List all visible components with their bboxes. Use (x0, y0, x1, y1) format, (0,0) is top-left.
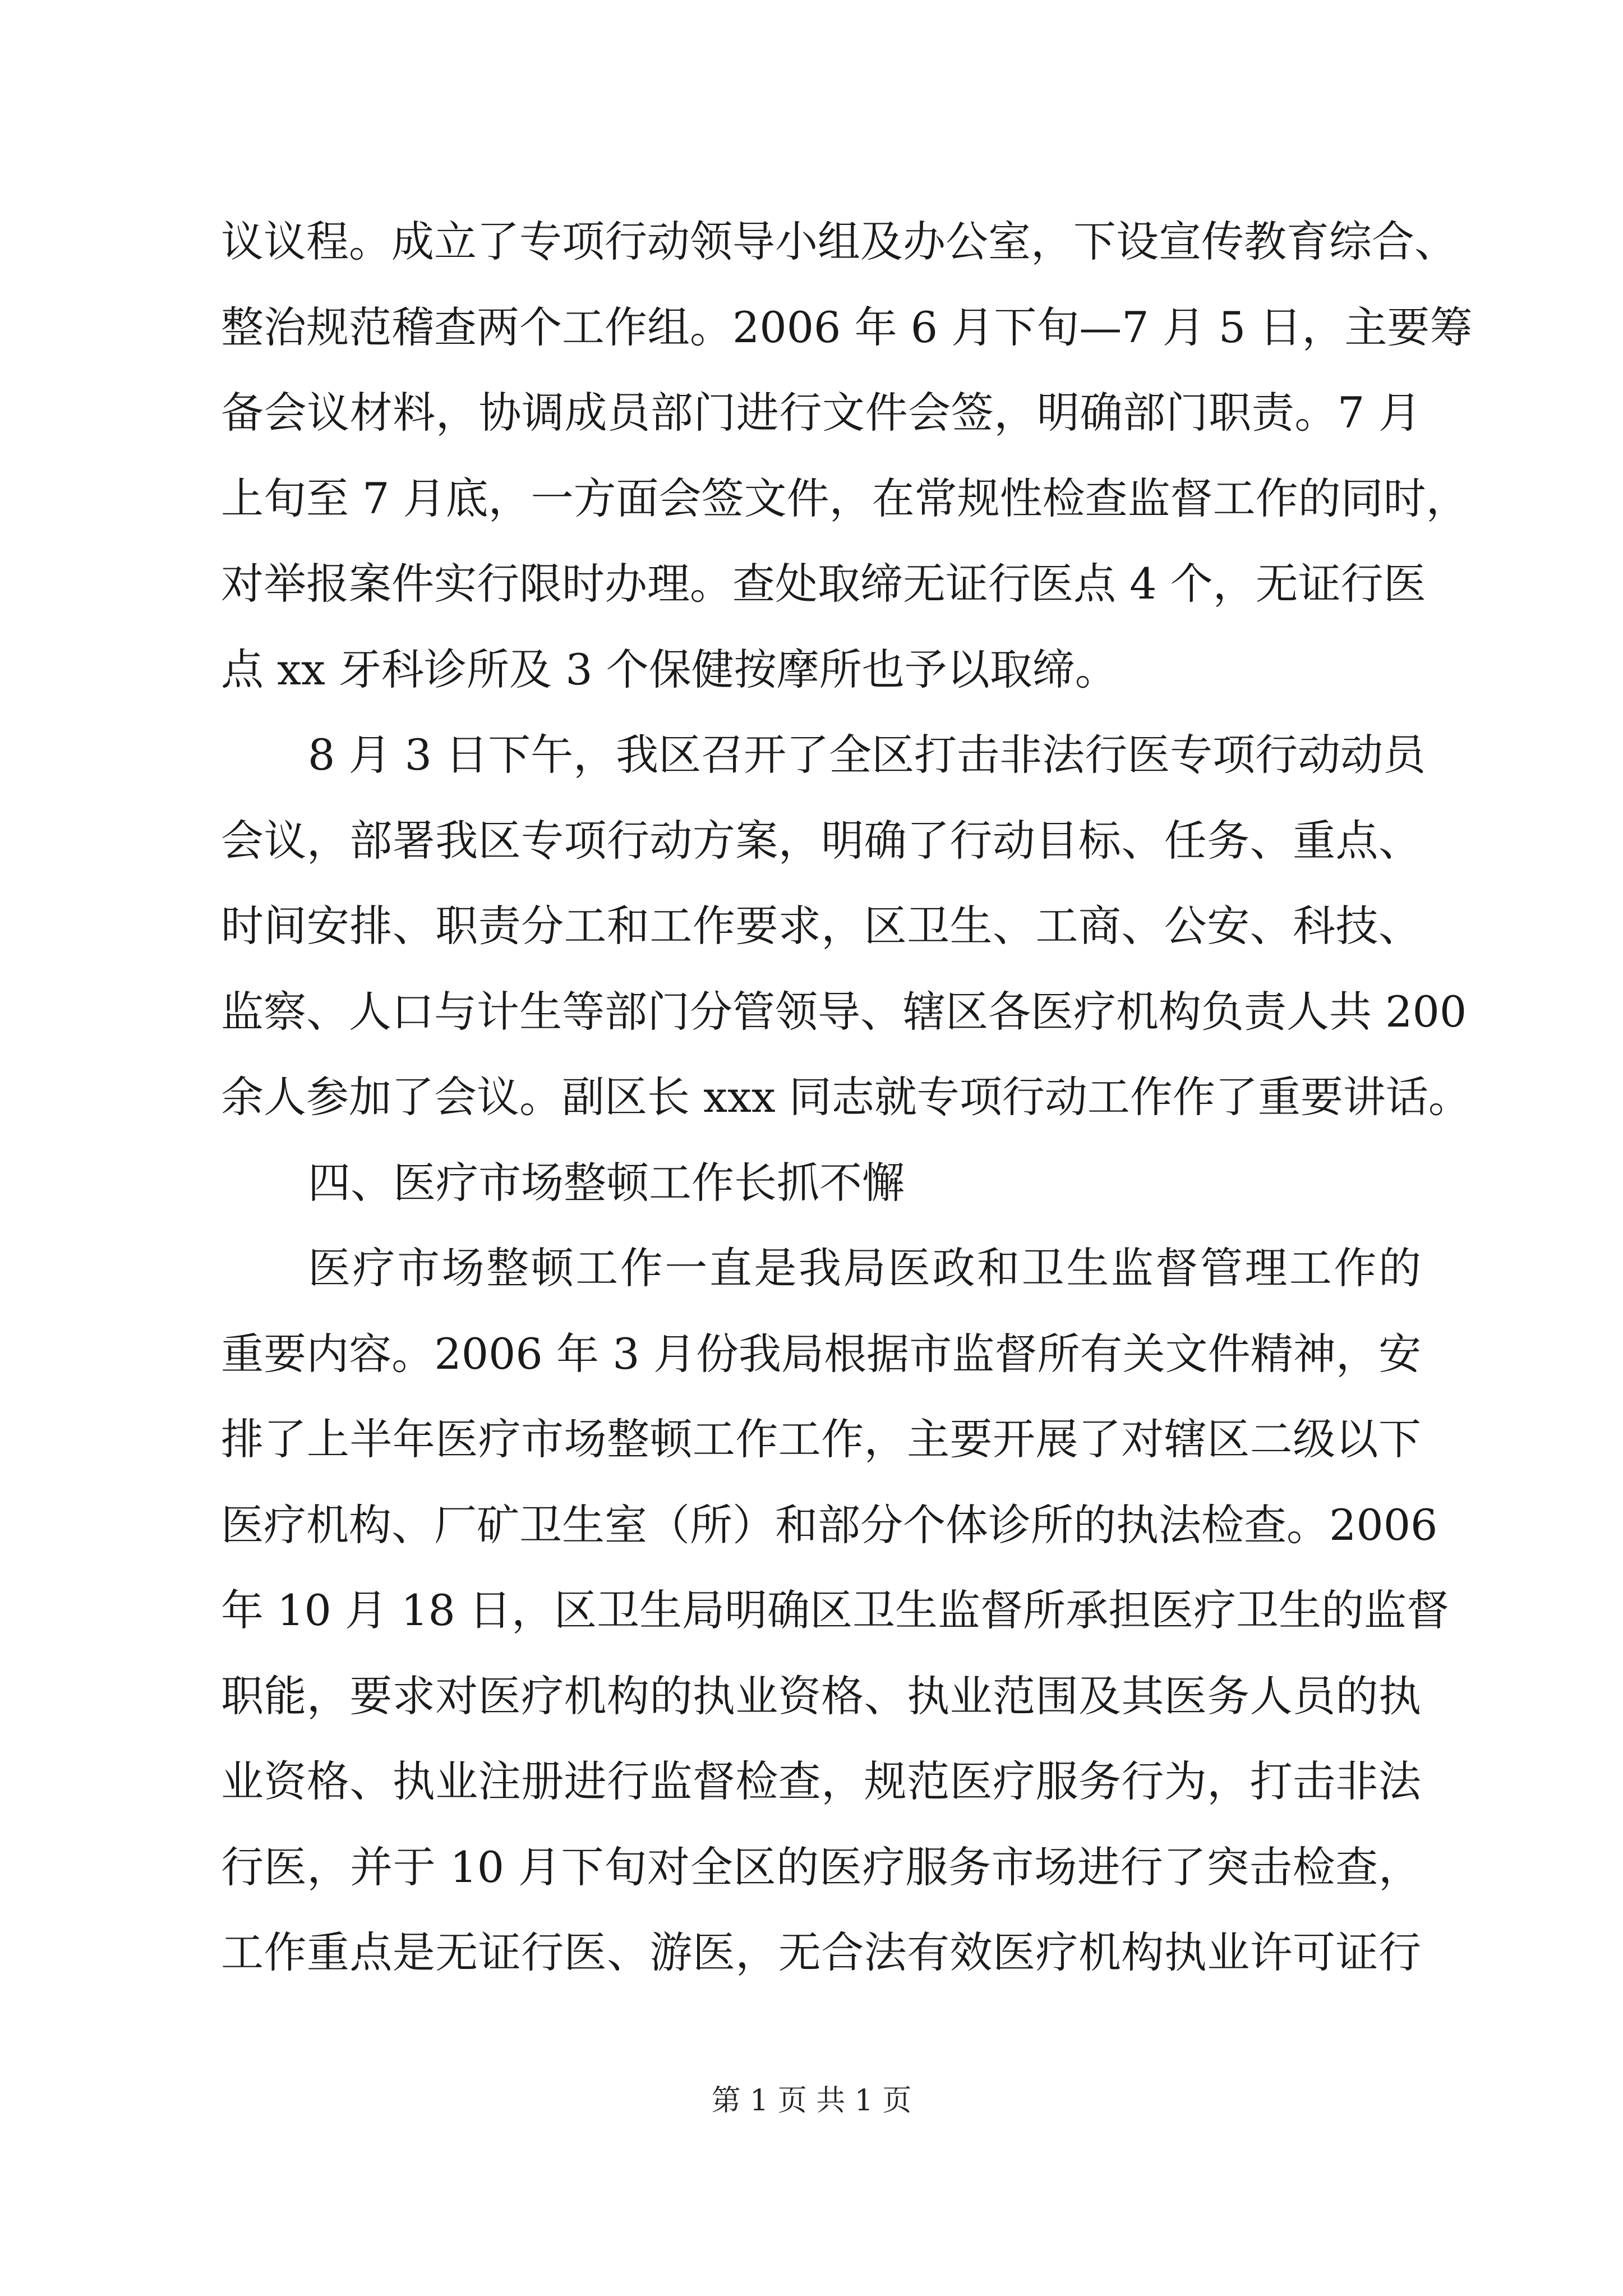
text-line: 余人参加了会议。副区长 xxx 同志就专项行动工作作了重要讲话。 (221, 1072, 1471, 1122)
paragraph-first-line: 医疗市场整顿工作一直是我局医政和卫生监督管理工作的 (308, 1243, 1421, 1293)
text-line: 年 10 月 18 日，区卫生局明确区卫生监督所承担医疗卫生的监督 (221, 1585, 1450, 1635)
text-line: 监察、人口与计生等部门分管领导、辖区各医疗机构负责人共 200 (221, 986, 1467, 1037)
body-text (221, 199, 1473, 1996)
text-line: 时间安排、职责分工和工作要求，区卫生、工商、公安、科技、 (221, 901, 1421, 951)
text-line: 整治规范稽查两个工作组。2006 年 6 月下旬—7 月 5 日，主要筹 (221, 302, 1473, 352)
text-line: 点 xx 牙科诊所及 3 个保健按摩所也予以取缔。 (221, 644, 1118, 694)
text-line: 医疗机构、厂矿卫生室（所）和部分个体诊所的执法检查。2006 (221, 1499, 1438, 1550)
text-line: 议议程。成立了专项行动领导小组及办公室，下设宣传教育综合、 (221, 217, 1457, 266)
section-heading: 四、医疗市场整顿工作长抓不懈 (308, 1157, 905, 1208)
text-line: 业资格、执业注册进行监督检查，规范医疗服务行为，打击非法 (221, 1756, 1421, 1806)
paragraph-first-line: 8 月 3 日下午，我区召开了全区打击非法行医专项行动动员 (308, 730, 1426, 780)
text-line: 行医，并于 10 月下旬对全区的医疗服务市场进行了突击检查， (221, 1842, 1421, 1892)
text-line: 上旬至 7 月底，一方面会签文件，在常规性检查监督工作的同时， (221, 473, 1469, 523)
text-line: 对举报案件实行限时办理。查处取缔无证行医点 4 个，无证行医 (221, 559, 1426, 609)
page-number-footer: 第 1 页 共 1 页 (711, 2084, 912, 2118)
text-line: 排了上半年医疗市场整顿工作工作，主要开展了对辖区二级以下 (221, 1414, 1421, 1464)
text-line: 重要内容。2006 年 3 月份我局根据市监督所有关文件精神，安 (221, 1328, 1421, 1379)
text-line: 职能，要求对医疗机构的执业资格、执业范围及其医务人员的执 (221, 1671, 1421, 1721)
text-line: 会议，部署我区专项行动方案，明确了行动目标、任务、重点、 (221, 815, 1421, 866)
text-line: 工作重点是无证行医、游医，无合法有效医疗机构执业许可证行 (221, 1927, 1421, 1977)
text-line: 备会议材料，协调成员部门进行文件会签，明确部门职责。7 月 (221, 388, 1421, 438)
